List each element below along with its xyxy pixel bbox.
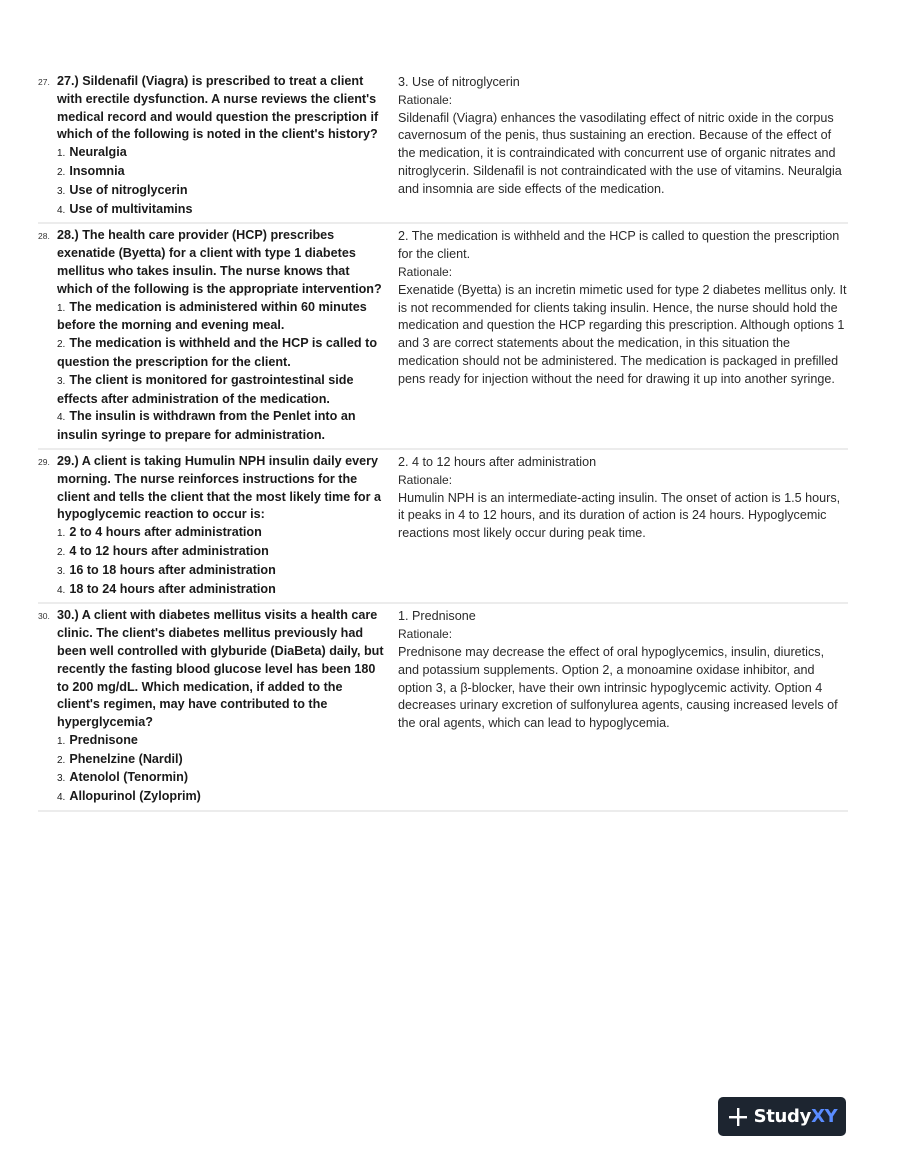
option-number: 1. bbox=[57, 148, 66, 160]
correct-answer: 2. The medication is withheld and the HCP is called to question the prescription for the client. bbox=[398, 229, 840, 262]
question-cell bbox=[38, 607, 388, 807]
option-text: 16 to 18 hours after administration bbox=[69, 562, 276, 577]
option-text: The insulin is withdrawn from the Penlet into an insulin syringe to prepare for administration. bbox=[57, 409, 356, 443]
option-item bbox=[57, 299, 387, 336]
rationale-text: Prednisone may decrease the effect of oral hypoglycemics, insulin, diuretics, and potassium supplements. Option 2, a monoamine oxidase inhibitor, and option 3, a β-blocker, have their own intrinsic hypoglycemic activity. Option 4 decreases urinary excretion of sulfonylurea agents, causing increased levels of the oral agents, which can lead to hypoglycemia. bbox=[398, 644, 838, 731]
option-text: Phenelzine (Nardil) bbox=[69, 751, 183, 766]
option-item bbox=[57, 562, 387, 581]
question-stem: 28.) The health care provider (HCP) prescribes exenatide (Byetta) for a client with type 1 diabetes mellitus who takes insulin. The nurse knows that which of the following is the appropriate intervention? bbox=[57, 228, 382, 296]
option-item bbox=[57, 201, 387, 220]
question-stem: 27.) Sildenafil (Viagra) is prescribed to treat a client with erectile dysfunction. A nurse reviews the client's medical record and would question the prescription if which of the following is noted in the client's history? bbox=[57, 74, 379, 142]
option-item bbox=[57, 144, 387, 163]
option-item bbox=[57, 524, 387, 543]
option-number: 3. bbox=[57, 773, 66, 785]
answer-cell bbox=[398, 453, 848, 599]
option-number: 1. bbox=[57, 735, 66, 747]
rationale-text: Exenatide (Byetta) is an incretin mimetic used for type 2 diabetes mellitus only. It is not recommended for clients taking insulin. Hence, the nurse should hold the medication and question the HCP regarding this prescription. Although options 1 and 3 are correct statements about the medication, in this situation the medication should not be administered. The medication is packaged in prefilled pens ready for injection without the need for drawing it up into another syringe. bbox=[398, 282, 847, 386]
row-number: 27. bbox=[38, 77, 50, 87]
question-row bbox=[38, 450, 848, 604]
option-item bbox=[57, 335, 387, 372]
question-table bbox=[38, 70, 848, 812]
option-number: 3. bbox=[57, 375, 66, 387]
logo-text-main: Study bbox=[753, 1106, 812, 1127]
option-text: Prednisone bbox=[69, 732, 138, 747]
question-stem: 29.) A client is taking Humulin NPH insulin daily every morning. The nurse reinforces instructions for the client and tells the client that the most likely time for a hypoglycemic reaction to occur is: bbox=[57, 453, 382, 522]
option-number: 2. bbox=[57, 754, 66, 766]
rationale-label: Rationale: bbox=[398, 627, 453, 642]
plus-icon bbox=[727, 1106, 749, 1128]
answer-cell bbox=[398, 607, 848, 807]
option-text: Insomnia bbox=[69, 163, 125, 178]
option-text: Neuralgia bbox=[69, 145, 127, 160]
question-body bbox=[57, 73, 387, 219]
option-item bbox=[57, 163, 387, 182]
option-number: 2. bbox=[57, 546, 66, 558]
option-number: 4. bbox=[57, 412, 66, 424]
studyxy-logo bbox=[718, 1097, 846, 1136]
option-item bbox=[57, 751, 387, 770]
question-row bbox=[38, 70, 848, 224]
option-text: Use of multivitamins bbox=[69, 201, 193, 216]
rationale-label: Rationale: bbox=[398, 92, 453, 107]
option-text: 18 to 24 hours after administration bbox=[69, 581, 276, 596]
question-stem: 30.) A client with diabetes mellitus visits a health care clinic. The client's diabetes mellitus previously had been well controlled with glyburide (DiaBeta) daily, but recently the fasting blood glucose level has been 180 to 200 mg/dL. Which medication, if added to the client's regimen, may have contributed to the hyperglycemia? bbox=[57, 608, 384, 730]
logo-text-accent: XY bbox=[811, 1106, 838, 1127]
answer-cell bbox=[398, 227, 848, 445]
row-number: 30. bbox=[38, 611, 50, 622]
option-number: 1. bbox=[57, 302, 66, 314]
row-number: 28. bbox=[38, 231, 50, 242]
question-row bbox=[38, 224, 848, 450]
option-text: The medication is administered within 60 minutes before the morning and evening meal. bbox=[57, 299, 367, 333]
rationale-label: Rationale: bbox=[398, 472, 453, 487]
option-text: Use of nitroglycerin bbox=[69, 182, 188, 197]
option-number: 3. bbox=[57, 565, 66, 577]
option-item bbox=[57, 372, 387, 409]
option-text: Allopurinol (Zyloprim) bbox=[69, 789, 201, 804]
option-item bbox=[57, 543, 387, 562]
answer-cell bbox=[398, 73, 848, 219]
correct-answer: 3. Use of nitroglycerin bbox=[398, 75, 520, 89]
question-row bbox=[38, 604, 848, 812]
option-number: 4. bbox=[57, 792, 66, 804]
rationale-text: Sildenafil (Viagra) enhances the vasodilating effect of nitric oxide in the corpus cavernosum of the penis, thus sustaining an erection. Because of the effect of the medication, it is contraindicated with concurrent use of organic nitrates and nitroglycerin. Sildenafil is not contraindicated with the use of vitamins. Neuralgia and insomnia are side effects of the medication. bbox=[398, 110, 842, 196]
logo-text bbox=[754, 1106, 838, 1127]
option-text: Atenolol (Tenormin) bbox=[69, 770, 189, 785]
option-number: 2. bbox=[57, 339, 66, 351]
option-number: 4. bbox=[57, 584, 66, 596]
option-number: 3. bbox=[57, 185, 66, 197]
option-item bbox=[57, 732, 387, 751]
option-item bbox=[57, 182, 387, 201]
option-text: 4 to 12 hours after administration bbox=[69, 543, 269, 558]
question-body bbox=[57, 453, 387, 599]
option-item bbox=[57, 581, 387, 600]
question-body bbox=[57, 227, 387, 445]
row-number: 29. bbox=[38, 456, 50, 467]
question-cell bbox=[38, 73, 388, 219]
correct-answer: 1. Prednisone bbox=[398, 609, 476, 624]
question-body bbox=[57, 607, 387, 807]
option-number: 4. bbox=[57, 204, 66, 216]
question-cell bbox=[38, 227, 388, 445]
option-item bbox=[57, 769, 387, 788]
correct-answer: 2. 4 to 12 hours after administration bbox=[398, 454, 597, 469]
option-number: 2. bbox=[57, 166, 66, 178]
option-item bbox=[57, 788, 387, 807]
question-cell bbox=[38, 453, 388, 599]
rationale-label: Rationale: bbox=[398, 264, 453, 279]
rationale-text: Humulin NPH is an intermediate-acting insulin. The onset of action is 1.5 hours, it peaks in 4 to 12 hours, and its duration of action is 24 hours. Hypoglycemic reactions most likely occur during peak time. bbox=[398, 490, 841, 541]
option-text: The client is monitored for gastrointestinal side effects after administration of the medication. bbox=[57, 372, 354, 406]
option-item bbox=[57, 408, 387, 445]
option-number: 1. bbox=[57, 528, 66, 540]
option-text: 2 to 4 hours after administration bbox=[69, 525, 262, 540]
option-text: The medication is withheld and the HCP is called to question the prescription for the client. bbox=[57, 336, 378, 369]
